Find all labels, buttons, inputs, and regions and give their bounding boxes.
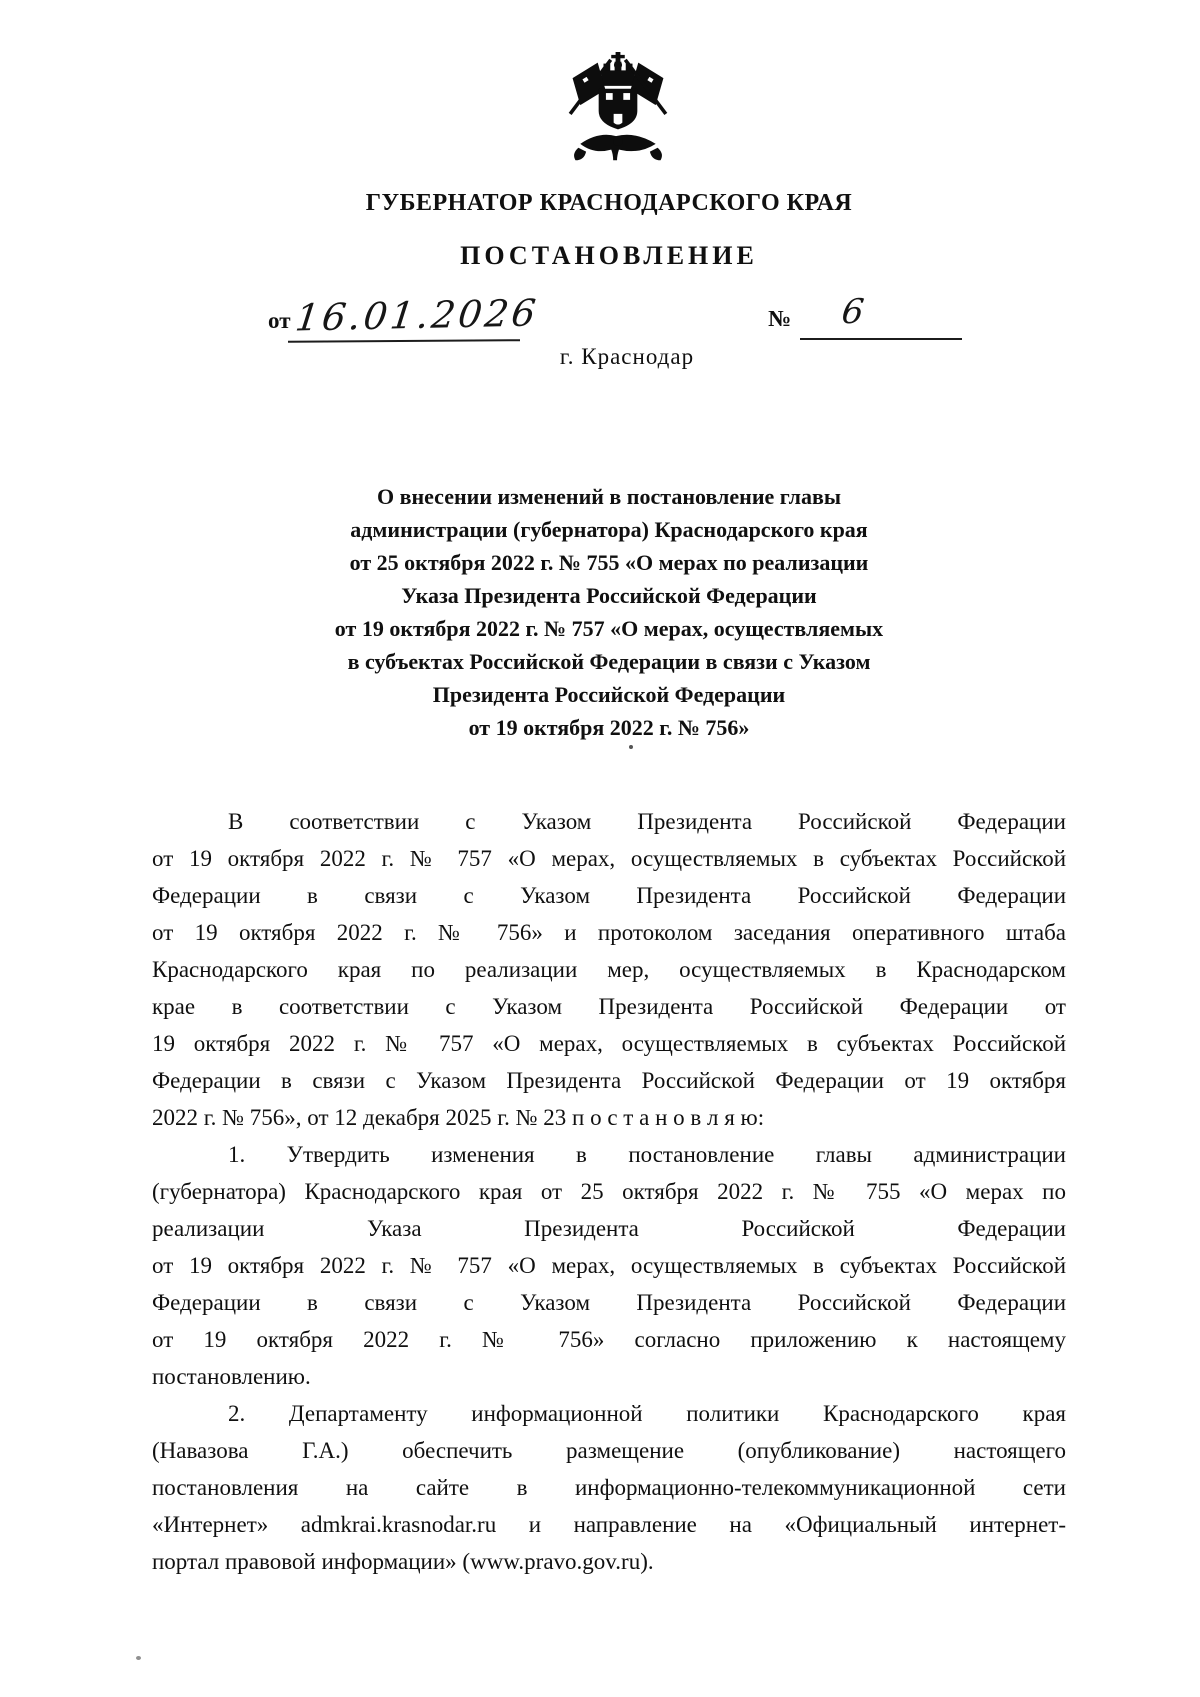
document-title: [152, 480, 1066, 744]
scan-speck: [629, 745, 633, 749]
document-type-title: ПОСТАНОВЛЕНИЕ: [460, 241, 758, 270]
krasnodar-krai-coat-of-arms-icon: [559, 52, 677, 168]
issuing-authority-title: ГУБЕРНАТОР КРАСНОДАРСКОГО КРАЯ: [365, 190, 853, 216]
body-line: «Интернет» admkrai.krasnodar.ru и направление на «Официальный интернет-: [152, 1512, 1066, 1537]
body-line: от 19 октября 2022 г. № 756» согласно приложению к настоящему: [152, 1327, 1066, 1352]
date-label: от: [268, 308, 291, 333]
body-line: (Навазова Г.А.) обеспечить размещение (опубликование) настоящего: [152, 1438, 1066, 1463]
body-line: 2. Департаменту информационной политики Краснодарского края: [228, 1401, 1066, 1426]
title-line: от 19 октября 2022 г. № 756»: [468, 715, 750, 740]
body-line: крае в соответствии с Указом Президента Российской Федерации от: [152, 994, 1066, 1019]
date-value-handwritten: 16.01.2026: [293, 291, 541, 340]
body-line: Краснодарского края по реализации мер, осуществляемых в Краснодарском: [152, 957, 1066, 982]
number-label: №: [768, 306, 792, 331]
body-line: постановления на сайте в информационно-телекоммуникационной сети: [152, 1475, 1066, 1500]
body-line: от 19 октября 2022 г. № 756» и протоколом заседания оперативного штаба: [152, 920, 1066, 945]
title-line: Указа Президента Российской Федерации: [401, 583, 817, 608]
body-line: постановлению.: [152, 1364, 311, 1389]
city-label: г. Краснодар: [559, 344, 695, 369]
body-line: 19 октября 2022 г. № 757 «О мерах, осуществляемых в субъектах Российской: [152, 1031, 1066, 1056]
body-line: (губернатора) Краснодарского края от 25 октября 2022 г. № 755 «О мерах по: [152, 1179, 1066, 1204]
document-body: [152, 803, 1066, 1580]
number-underline: [800, 338, 962, 340]
scan-speck: [136, 1656, 141, 1660]
body-line: портал правовой информации» (www.pravo.gov.ru).: [152, 1549, 654, 1574]
date-underline: [288, 339, 520, 343]
title-line: администрации (губернатора) Краснодарского края: [350, 517, 868, 542]
body-line: Федерации в связи с Указом Президента Российской Федерации: [152, 883, 1066, 908]
title-line: от 19 октября 2022 г. № 757 «О мерах, осуществляемых: [334, 616, 884, 641]
title-line: в субъектах Российской Федерации в связи с Указом: [347, 649, 871, 674]
number-value-handwritten: 6: [839, 291, 870, 333]
title-line: О внесении изменений в постановление главы: [376, 484, 842, 509]
body-line: Федерации в связи с Указом Президента Российской Федерации от 19 октября: [152, 1068, 1066, 1093]
body-line: В соответствии с Указом Президента Российской Федерации: [228, 809, 1066, 834]
title-line: от 25 октября 2022 г. № 755 «О мерах по реализации: [349, 550, 869, 575]
title-line: Президента Российской Федерации: [432, 682, 786, 707]
body-line: от 19 октября 2022 г. № 757 «О мерах, осуществляемых в субъектах Российской: [152, 846, 1066, 871]
body-line: реализации Указа Президента Российской Федерации: [152, 1216, 1066, 1241]
body-line: Федерации в связи с Указом Президента Российской Федерации: [152, 1290, 1066, 1315]
body-line: 1. Утвердить изменения в постановление главы администрации: [228, 1142, 1066, 1167]
body-line: от 19 октября 2022 г. № 757 «О мерах, осуществляемых в субъектах Российской: [152, 1253, 1066, 1278]
body-line: 2022 г. № 756», от 12 декабря 2025 г. № 23 п о с т а н о в л я ю:: [152, 1105, 765, 1130]
